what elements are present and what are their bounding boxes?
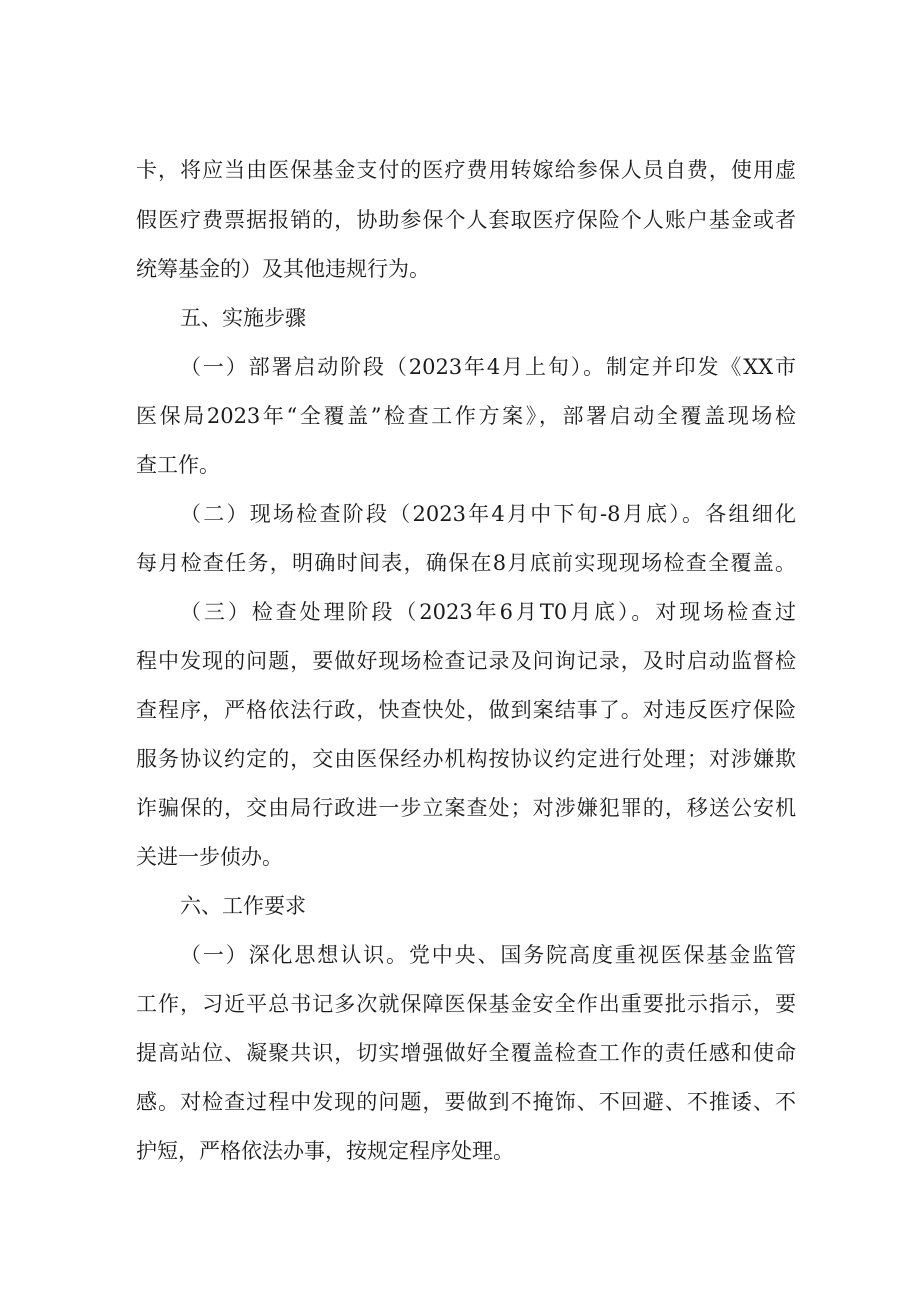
- text-line: 每月检查任务，明确时间表，确保在8月底前实现现场检查全覆盖。: [136, 551, 796, 575]
- text-line: （三）检查处理阶段（2023年6月T0月底）。对现场检查过: [180, 600, 796, 624]
- text-line: （二）现场检查阶段（2023年4月中下旬-8月底）。各组细化: [180, 502, 796, 526]
- text-line: 服务协议约定的，交由医保经办机构按协议约定进行处理；对涉嫌欺: [136, 747, 796, 771]
- text-line: 查程序，严格依法行政，快查快处，做到案结事了。对违反医疗保险: [136, 698, 796, 722]
- text-line: 假医疗费票据报销的，协助参保个人套取医疗保险个人账户基金或者: [136, 208, 796, 232]
- text-line: 感。对检查过程中发现的问题，要做到不掩饰、不回避、不推诿、不: [136, 1090, 796, 1114]
- text-line: 关进一步侦办。: [136, 845, 283, 869]
- text-line: 诈骗保的，交由局行政进一步立案查处；对涉嫌犯罪的，移送公安机: [136, 796, 796, 820]
- text-line: 程中发现的问题，要做好现场检查记录及问询记录，及时启动监督检: [136, 649, 796, 673]
- text-line: 查工作。: [136, 453, 220, 477]
- section-heading: 六、工作要求: [180, 894, 306, 918]
- section-heading: 五、实施步骤: [180, 306, 306, 330]
- text-line: （一）部署启动阶段（2023年4月上旬）。制定并印发《XX市: [180, 355, 796, 379]
- text-line: 工作，习近平总书记多次就保障医保基金安全作出重要批示指示，要: [136, 992, 796, 1016]
- text-line: 护短，严格依法办事，按规定程序处理。: [136, 1139, 514, 1163]
- text-line: （一）深化思想认识。党中央、国务院高度重视医保基金监管: [180, 943, 796, 967]
- text-line: 提高站位、凝聚共识，切实增强做好全覆盖检查工作的责任感和使命: [136, 1041, 796, 1065]
- text-line: 医保局2023年“全覆盖”检查工作方案》，部署启动全覆盖现场检: [136, 404, 796, 428]
- text-line: 卡，将应当由医保基金支付的医疗费用转嫁给参保人员自费，使用虚: [136, 158, 796, 182]
- text-line: 统筹基金的）及其他违规行为。: [136, 257, 430, 281]
